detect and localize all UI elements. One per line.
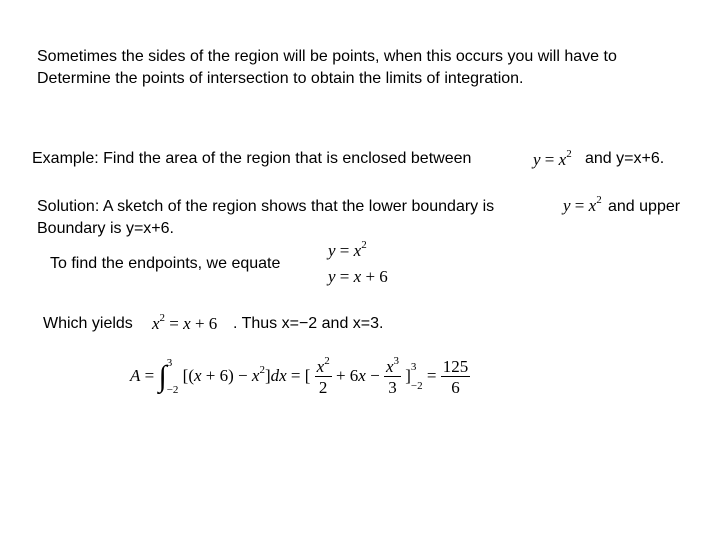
yields-text: Which yields [43, 315, 133, 332]
yields-suffix: . Thus x=−2 and x=3. [233, 315, 384, 332]
equation-system-line-2: y = x + 6 [328, 267, 388, 286]
solution-text: Solution: A sketch of the region shows that the lower boundary is [37, 198, 495, 215]
equation-y-equals-x-squared: $y = x^2$ [533, 148, 572, 169]
equation-system-line-1: $y = x^2$ [328, 239, 367, 260]
intro-line-2: Determine the points of intersection to obtain the limits of integration. [37, 70, 524, 87]
equation-x-squared-equals: $x^2 = x + 6$ [152, 312, 218, 333]
equation-lower-boundary: $y = x^2$ [563, 194, 602, 215]
endpoints-text: To find the endpoints, we equate [50, 255, 281, 272]
intro-line-1: Sometimes the sides of the region will be points, when this occurs you will have to [37, 48, 617, 65]
solution-line-2: Boundary is y=x+6. [37, 220, 174, 237]
result-numerator: 125 [442, 357, 469, 376]
example-suffix: and y=x+6. [585, 150, 665, 167]
result-denominator: 6 [451, 378, 460, 397]
solution-suffix: and upper [608, 198, 681, 215]
example-text: Example: Find the area of the region that is enclosed between [32, 150, 472, 167]
area-integral-formula: A = ∫ 3 −2 $[(x + 6) - x^2]dx$ = [ $\frac{x^2}{2}$ + 6x − $\frac{x^3}{3}$ ] 3 −2 = $\frac{125}{6}$ [130, 355, 469, 397]
